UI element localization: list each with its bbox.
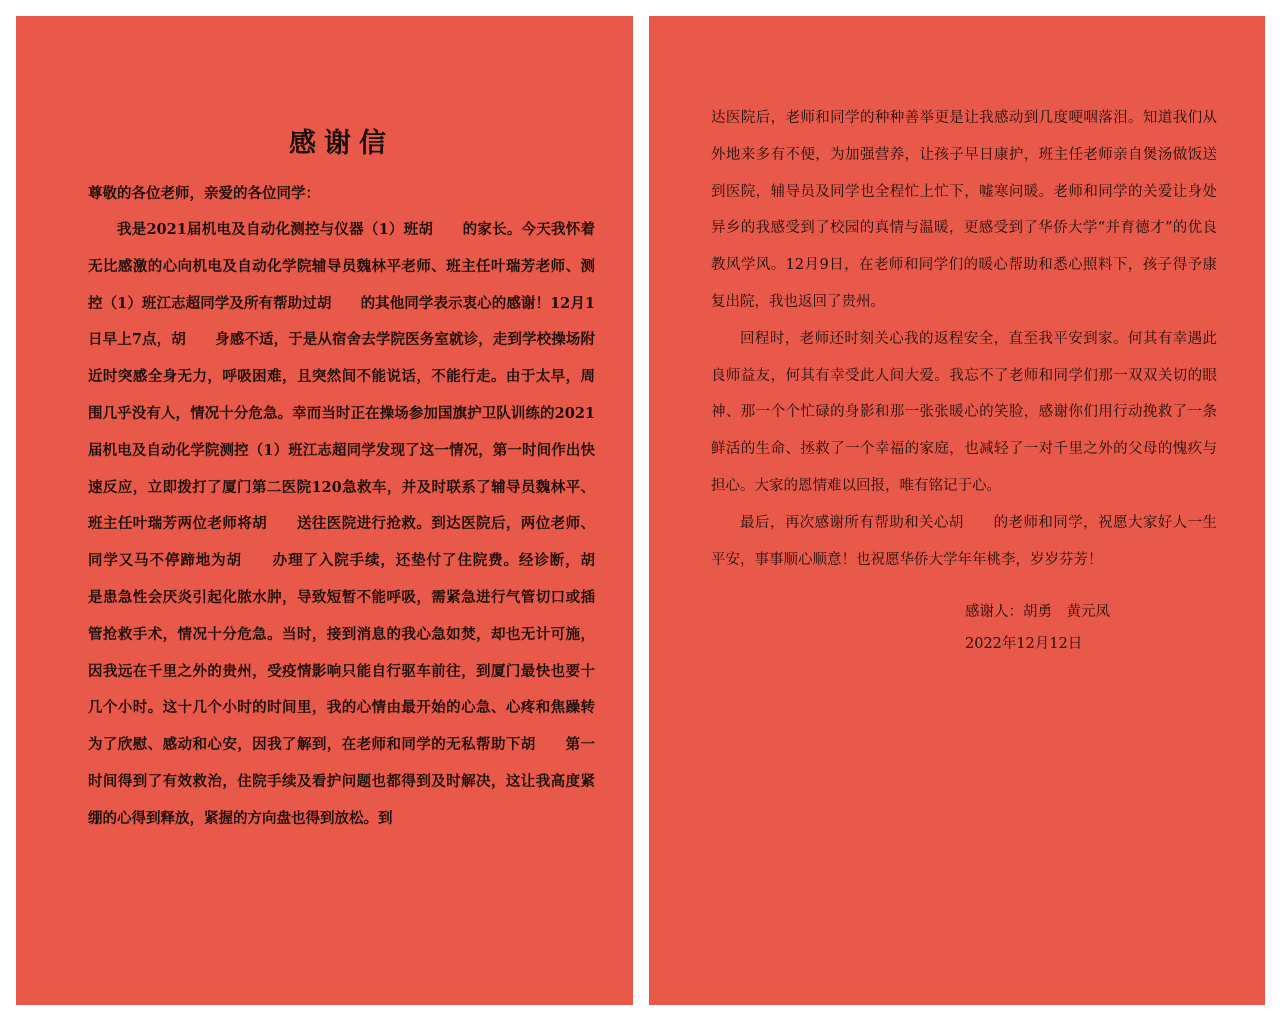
letter-page-right <box>649 16 1265 1005</box>
letter-title: 感谢信 <box>289 128 394 159</box>
letter-page-left <box>16 16 633 1005</box>
letter-paragraph-2: 回程时，老师还时刻关心我的返程安全，直至我平安到家。何其有幸遇此良师益友，何其有幸受此人间大爱。我忘不了老师和同学们那一双双关切的眼神、那一个个忙碌的身影和那一张张暖心的笑脸，感谢你们用行动挽救了一条鲜活的生命、拯救了一个幸福的家庭，也减轻了一对千里之外的父母的愧疚与担心。大家的恩情难以回报，唯有铭记于心。 <box>711 330 1217 494</box>
letter-signature <box>711 596 1217 660</box>
signature-date: 2022年12月12日 <box>965 636 1083 653</box>
letter-paragraph-1: 我是2021届机电及自动化测控与仪器（1）班胡 的家长。今天我怀着无比感激的心向机电及自动化学院辅导员魏林平老师、班主任叶瑞芳老师、测控（1）班江志超同学及所有帮助过胡 的其他同学表示衷心的感谢！12月1日早上7点，胡 身感不适，于是从宿舍去学院医务室就诊，走到学校操场附近时突感全身无力，呼吸困难，且突然间不能说话，不能行走。由于太早，周围几乎没有人，情况十分危急。幸而当时正在操场参加国旗护卫队训练的2021届机电及自动化学院测控（1）班江志超同学发现了这一情况，第一时间作出快速反应，立即拨打了厦门第二医院120急救车，并及时联系了辅导员魏林平、班主任叶瑞芳两位老师将胡 送往医院进行抢救。到达医院后，两位老师、同学又马不停蹄地为胡 办理了入院手续，还垫付了住院费。经诊断，胡 是患急性会厌炎引起化脓水肿，导致短暂不能呼吸，需紧急进行气管切口或插管抢救手术，情况十分危急。当时，接到消息的我心急如焚，却也无计可施，因我远在千里之外的贵州，受疫情影响只能自行驱车前往，到厦门最快也要十几个小时。这十几个小时的时间里，我的心情由最开始的心急、心疼和焦躁转为了欣慰、感动和心安，因我了解到，在老师和同学的无私帮助下胡 第一时间得到了有效救治，住院手续及看护问题也都得到及时解决，这让我高度紧绷的心得到释放，紧握的方向盘也得到放松。到 <box>88 221 624 827</box>
signature-names: 感谢人：胡勇 黄元凤 <box>965 604 1110 621</box>
letter-paragraph-1-continued: 达医院后，老师和同学的种种善举更是让我感动到几度哽咽落泪。知道我们从外地来多有不便，为加强营养，让孩子早日康护，班主任老师亲自煲汤做饭送到医院，辅导员及同学也全程忙上忙下，嘘寒问暖。老师和同学的关爱让身处异乡的我感受到了校园的真情与温暖，更感受到了华侨大学“并育德才”的优良教风学风。12月9日，在老师和同学们的暖心帮助和悉心照料下，孩子得予康复出院，我也返回了贵州。 <box>711 110 1217 310</box>
letter-paragraph-3: 最后，再次感谢所有帮助和关心胡 的老师和同学，祝愿大家好人一生平安，事事顺心顺意！也祝愿华侨大学年年桃李，岁岁芬芳！ <box>711 514 1217 568</box>
letter-salutation: 尊敬的各位老师，亲爱的各位同学： <box>88 185 320 202</box>
